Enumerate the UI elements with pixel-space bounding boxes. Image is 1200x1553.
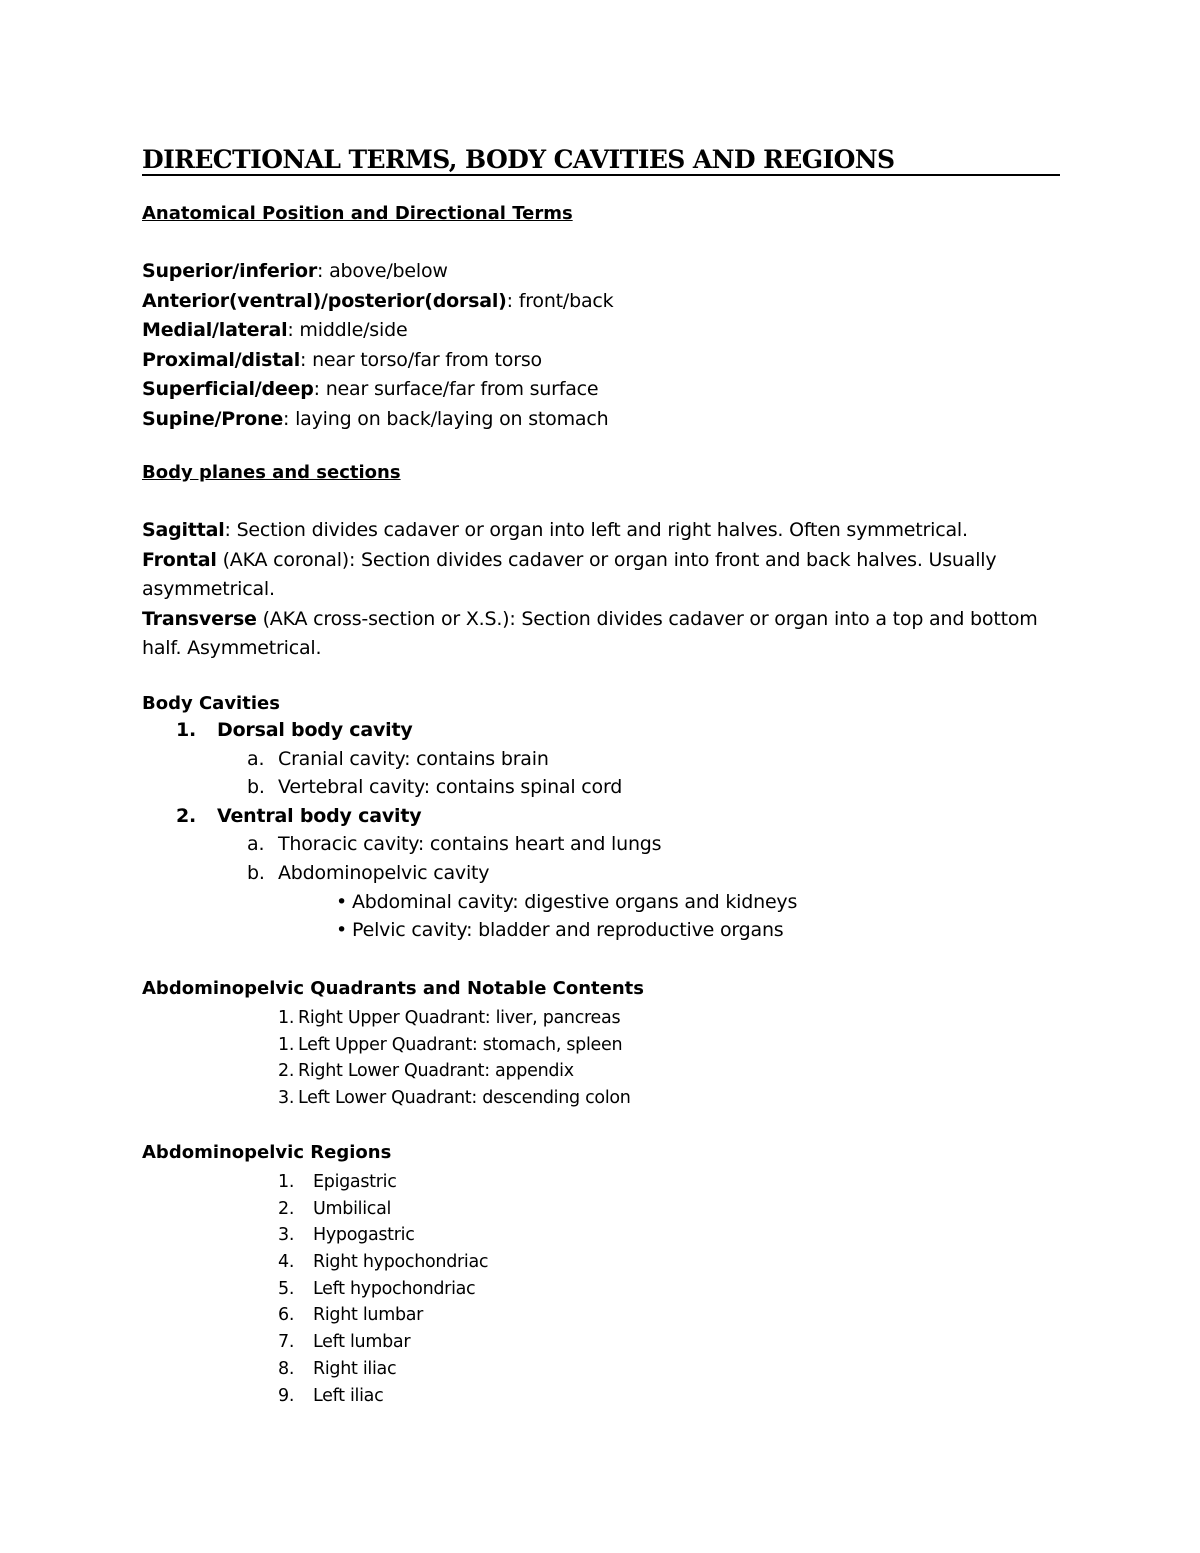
list-text: Left Upper Quadrant: stomach, spleen xyxy=(298,1034,623,1055)
term-label: Medial/lateral xyxy=(142,319,288,341)
list-number: 2. xyxy=(278,1198,295,1219)
list-text: Right Upper Quadrant: liver, pancreas xyxy=(298,1008,621,1028)
term-label: Proximal/distal xyxy=(142,349,301,371)
section-heading-regions: Abdominopelvic Regions xyxy=(142,1142,392,1163)
plane-definition: (AKA coronal): Section divides cadaver or organ into front and back halves. Usually asymmetrical. xyxy=(142,548,997,600)
list-text: Left iliac xyxy=(313,1385,384,1406)
list-text: Umbilical xyxy=(313,1198,392,1219)
list-text: Right iliac xyxy=(313,1358,397,1379)
term-row xyxy=(142,316,407,346)
plane-item xyxy=(142,516,1062,546)
plane-term: Sagittal xyxy=(142,519,225,541)
cavity-name: Dorsal body cavity xyxy=(217,719,413,741)
list-number: 1. xyxy=(278,1172,295,1192)
list-number: 4. xyxy=(278,1252,295,1273)
list-text: Epigastric xyxy=(313,1172,397,1192)
planes-paragraphs xyxy=(142,516,1062,664)
list-letter: a. xyxy=(247,833,265,856)
term-definition: : near surface/far from surface xyxy=(313,378,599,400)
term-label: Superior/inferior xyxy=(142,260,318,282)
term-row xyxy=(142,257,448,287)
term-definition: : front/back xyxy=(506,290,614,312)
list-number: 6. xyxy=(278,1305,295,1326)
plane-definition: (AKA cross-section or X.S.): Section divides cadaver or organ into a top and bottom half. Asymmetrical. xyxy=(142,607,1038,659)
cavity-sub-text: Abdominopelvic cavity xyxy=(278,861,490,884)
list-text: Left hypochondriac xyxy=(313,1278,476,1299)
term-row xyxy=(142,287,613,317)
bullet-text: Pelvic cavity: bladder and reproductive organs xyxy=(352,919,784,942)
list-text: Right Lower Quadrant: appendix xyxy=(298,1061,574,1082)
list-text: Right lumbar xyxy=(313,1305,424,1326)
plane-term: Frontal xyxy=(142,548,217,571)
cavity-name: Ventral body cavity xyxy=(217,804,422,827)
list-number: 2. xyxy=(278,1061,295,1082)
list-letter: a. xyxy=(247,747,265,770)
plane-term: Transverse xyxy=(142,607,257,630)
list-text: Left lumbar xyxy=(313,1332,411,1353)
term-definition: : above/below xyxy=(317,260,448,282)
list-number: 2. xyxy=(176,804,197,827)
list-number: 5. xyxy=(278,1278,295,1299)
term-definition: : middle/side xyxy=(287,319,408,341)
page-title: DIRECTIONAL TERMS, BODY CAVITIES AND REGIONS xyxy=(142,144,1060,176)
list-number: 1. xyxy=(278,1008,295,1028)
list-letter: b. xyxy=(247,776,265,799)
plane-item xyxy=(142,605,1062,664)
plane-definition: : Section divides cadaver or organ into left and right halves. Often symmetrical. xyxy=(224,519,968,541)
cavity-sub-text: Cranial cavity: contains brain xyxy=(278,747,549,770)
term-label: Anterior(ventral)/posterior(dorsal) xyxy=(142,290,507,312)
section-heading-directional-terms: Anatomical Position and Directional Terms xyxy=(142,203,573,224)
term-row xyxy=(142,375,598,405)
list-text: Hypogastric xyxy=(313,1225,415,1246)
bullet-icon: • xyxy=(336,919,348,942)
list-number: 7. xyxy=(278,1332,295,1353)
cavity-sub-text: Vertebral cavity: contains spinal cord xyxy=(278,776,623,799)
section-heading-body-planes: Body planes and sections xyxy=(142,462,401,483)
section-heading-quadrants: Abdominopelvic Quadrants and Notable Contents xyxy=(142,978,645,999)
term-definition: : laying on back/laying on stomach xyxy=(283,408,609,430)
term-label: Superficial/deep xyxy=(142,378,314,400)
list-number: 3. xyxy=(278,1088,295,1109)
list-text: Right hypochondriac xyxy=(313,1252,489,1273)
cavity-sub-text: Thoracic cavity: contains heart and lungs xyxy=(278,833,662,856)
list-number: 3. xyxy=(278,1225,295,1246)
list-number: 1. xyxy=(278,1034,295,1055)
list-number: 8. xyxy=(278,1358,295,1379)
term-row xyxy=(142,346,542,376)
term-row xyxy=(142,405,608,435)
list-number: 1. xyxy=(176,719,197,741)
plane-item xyxy=(142,546,1062,605)
section-heading-body-cavities: Body Cavities xyxy=(142,693,280,714)
bullet-icon: • xyxy=(336,890,348,913)
term-definition: : near torso/far from torso xyxy=(300,349,542,371)
list-letter: b. xyxy=(247,861,265,884)
bullet-text: Abdominal cavity: digestive organs and kidneys xyxy=(352,890,798,913)
list-text: Left Lower Quadrant: descending colon xyxy=(298,1088,631,1109)
term-label: Supine/Prone xyxy=(142,408,284,430)
list-number: 9. xyxy=(278,1385,295,1406)
